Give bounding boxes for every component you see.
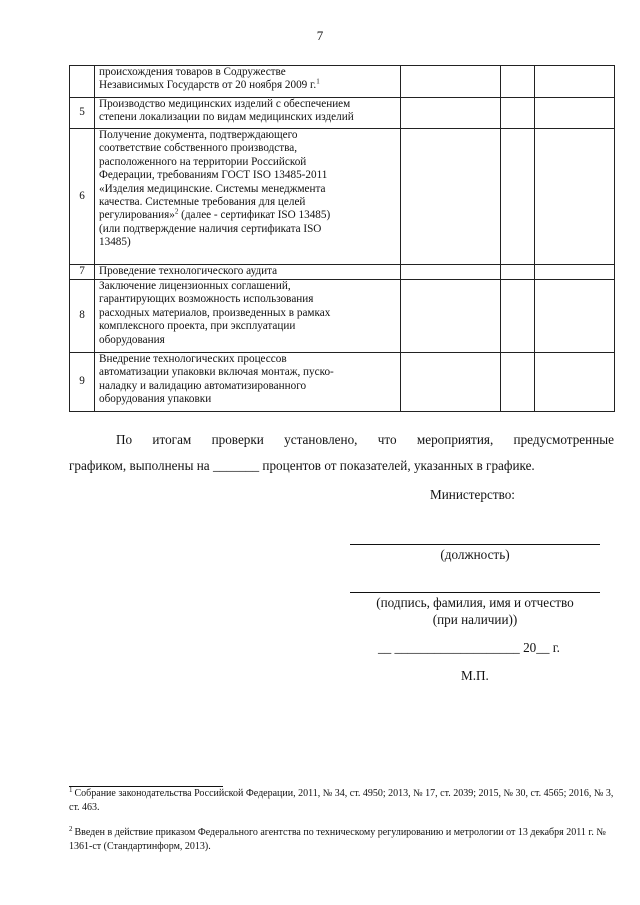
row-text-line: (или подтверждение наличия сертификата ISO bbox=[99, 222, 322, 235]
row-number bbox=[70, 66, 95, 98]
table-cell bbox=[501, 98, 535, 129]
signature-caption-line-2: (при наличии)) bbox=[432, 612, 518, 627]
row-text-line: оборудования упаковки bbox=[99, 393, 212, 406]
row-description bbox=[95, 353, 401, 412]
table-cell bbox=[401, 66, 501, 98]
table-cell bbox=[401, 129, 501, 265]
signature-caption-line-1: (подпись, фамилия, имя и отчество bbox=[376, 595, 574, 610]
ministry-label: Министерство: bbox=[430, 487, 515, 502]
row-description bbox=[95, 98, 401, 129]
row-text-line: (далее - сертификат ISO 13485) bbox=[178, 209, 331, 222]
signature-line bbox=[350, 592, 600, 593]
table-row bbox=[70, 98, 615, 129]
table-cell bbox=[535, 353, 615, 412]
row-text-line: Заключение лицензионных соглашений, bbox=[99, 280, 291, 292]
row-text-line: оборудования bbox=[99, 333, 165, 346]
table-row bbox=[70, 280, 615, 353]
table-cell bbox=[501, 265, 535, 280]
footnote-mark: 2 bbox=[69, 824, 73, 833]
footnote-text: Введен в действие приказом Федерального агентства по техническому регулированию и метрологии от 13 декабря 2011 г. № 1361-ст (Стандартинформ, 2013). bbox=[69, 827, 606, 852]
table-cell bbox=[535, 280, 615, 353]
table-cell bbox=[401, 280, 501, 353]
table-row bbox=[70, 66, 615, 98]
row-text-line: Независимых Государств от 20 ноября 2009 г. bbox=[99, 79, 317, 92]
table-row bbox=[70, 129, 615, 265]
row-description bbox=[95, 280, 401, 353]
row-text-line: Получение документа, подтверждающего bbox=[99, 129, 298, 141]
row-text-line: качества. Системные требования для целей bbox=[99, 196, 306, 209]
table-cell bbox=[401, 98, 501, 129]
row-number: 6 bbox=[70, 129, 95, 265]
footnote-mark: 1 bbox=[69, 785, 73, 794]
row-text-line: происхождения товаров в Содружестве bbox=[99, 66, 286, 78]
conclusion-line-2: графиком, выполнены на _______ процентов от показателей, указанных в графике. bbox=[69, 458, 535, 473]
row-number: 5 bbox=[70, 98, 95, 129]
table-cell bbox=[535, 98, 615, 129]
date-field: __ ___________________ 20__ г. bbox=[378, 640, 560, 655]
table-cell bbox=[401, 353, 501, 412]
position-line bbox=[350, 544, 600, 545]
row-description bbox=[95, 129, 401, 265]
row-number: 9 bbox=[70, 353, 95, 412]
row-text-line: комплексного проекта, при эксплуатации bbox=[99, 320, 296, 333]
row-text-line: автоматизации упаковки включая монтаж, пуско- bbox=[99, 366, 334, 379]
row-text-line: регулирования» bbox=[99, 209, 175, 222]
row-text-line: Федерации, требованиям ГОСТ ISO 13485-2011 bbox=[99, 169, 328, 182]
stamp-place: М.П. bbox=[461, 668, 489, 683]
footnote-reference: 2 bbox=[174, 207, 179, 216]
row-text-line: 13485) bbox=[99, 236, 131, 249]
table-cell bbox=[501, 280, 535, 353]
row-text-line: Внедрение технологических процессов bbox=[99, 353, 287, 365]
row-text-line: соответствие собственного производства, bbox=[99, 142, 298, 155]
row-text-line: расходных материалов, произведенных в рамках bbox=[99, 306, 331, 319]
row-text-line: степени локализации по видам медицинских изделий bbox=[99, 111, 354, 124]
table-row bbox=[70, 265, 615, 280]
conclusion-line-1: По итогам проверки установлено, что мероприятия, предусмотренные bbox=[116, 432, 614, 447]
table-row bbox=[70, 353, 615, 412]
row-number: 7 bbox=[70, 265, 95, 280]
footnote-2 bbox=[69, 826, 614, 854]
footnote-1 bbox=[69, 787, 614, 815]
footnote-text: Собрание законодательства Российской Федерации, 2011, № 34, ст. 4950; 2013, № 17, ст. 2039; 2015, № 30, ст. 4565; 2016, № 3, ст. 463. bbox=[69, 788, 614, 813]
row-description bbox=[95, 66, 401, 98]
page-number: 7 bbox=[316, 28, 324, 43]
table-cell bbox=[501, 66, 535, 98]
row-description bbox=[95, 265, 401, 280]
table-cell bbox=[535, 129, 615, 265]
row-text-line: «Изделия медицинские. Системы менеджмента bbox=[99, 182, 326, 195]
schedule-table bbox=[69, 65, 615, 412]
row-text-line: расположенного на территории Российской bbox=[99, 155, 307, 168]
row-text-line: Производство медицинских изделий с обеспечением bbox=[99, 98, 351, 110]
table-cell bbox=[535, 66, 615, 98]
table-cell bbox=[501, 129, 535, 265]
table-cell bbox=[535, 265, 615, 280]
table-cell bbox=[501, 353, 535, 412]
row-text-line: гарантирующих возможность использования bbox=[99, 293, 314, 306]
table-cell bbox=[401, 265, 501, 280]
row-text-line: Проведение технологического аудита bbox=[99, 265, 278, 277]
row-number: 8 bbox=[70, 280, 95, 353]
row-text-line: наладку и валидацию автоматизированного bbox=[99, 379, 307, 392]
footnote-reference: 1 bbox=[316, 77, 320, 86]
position-caption: (должность) bbox=[440, 547, 510, 562]
